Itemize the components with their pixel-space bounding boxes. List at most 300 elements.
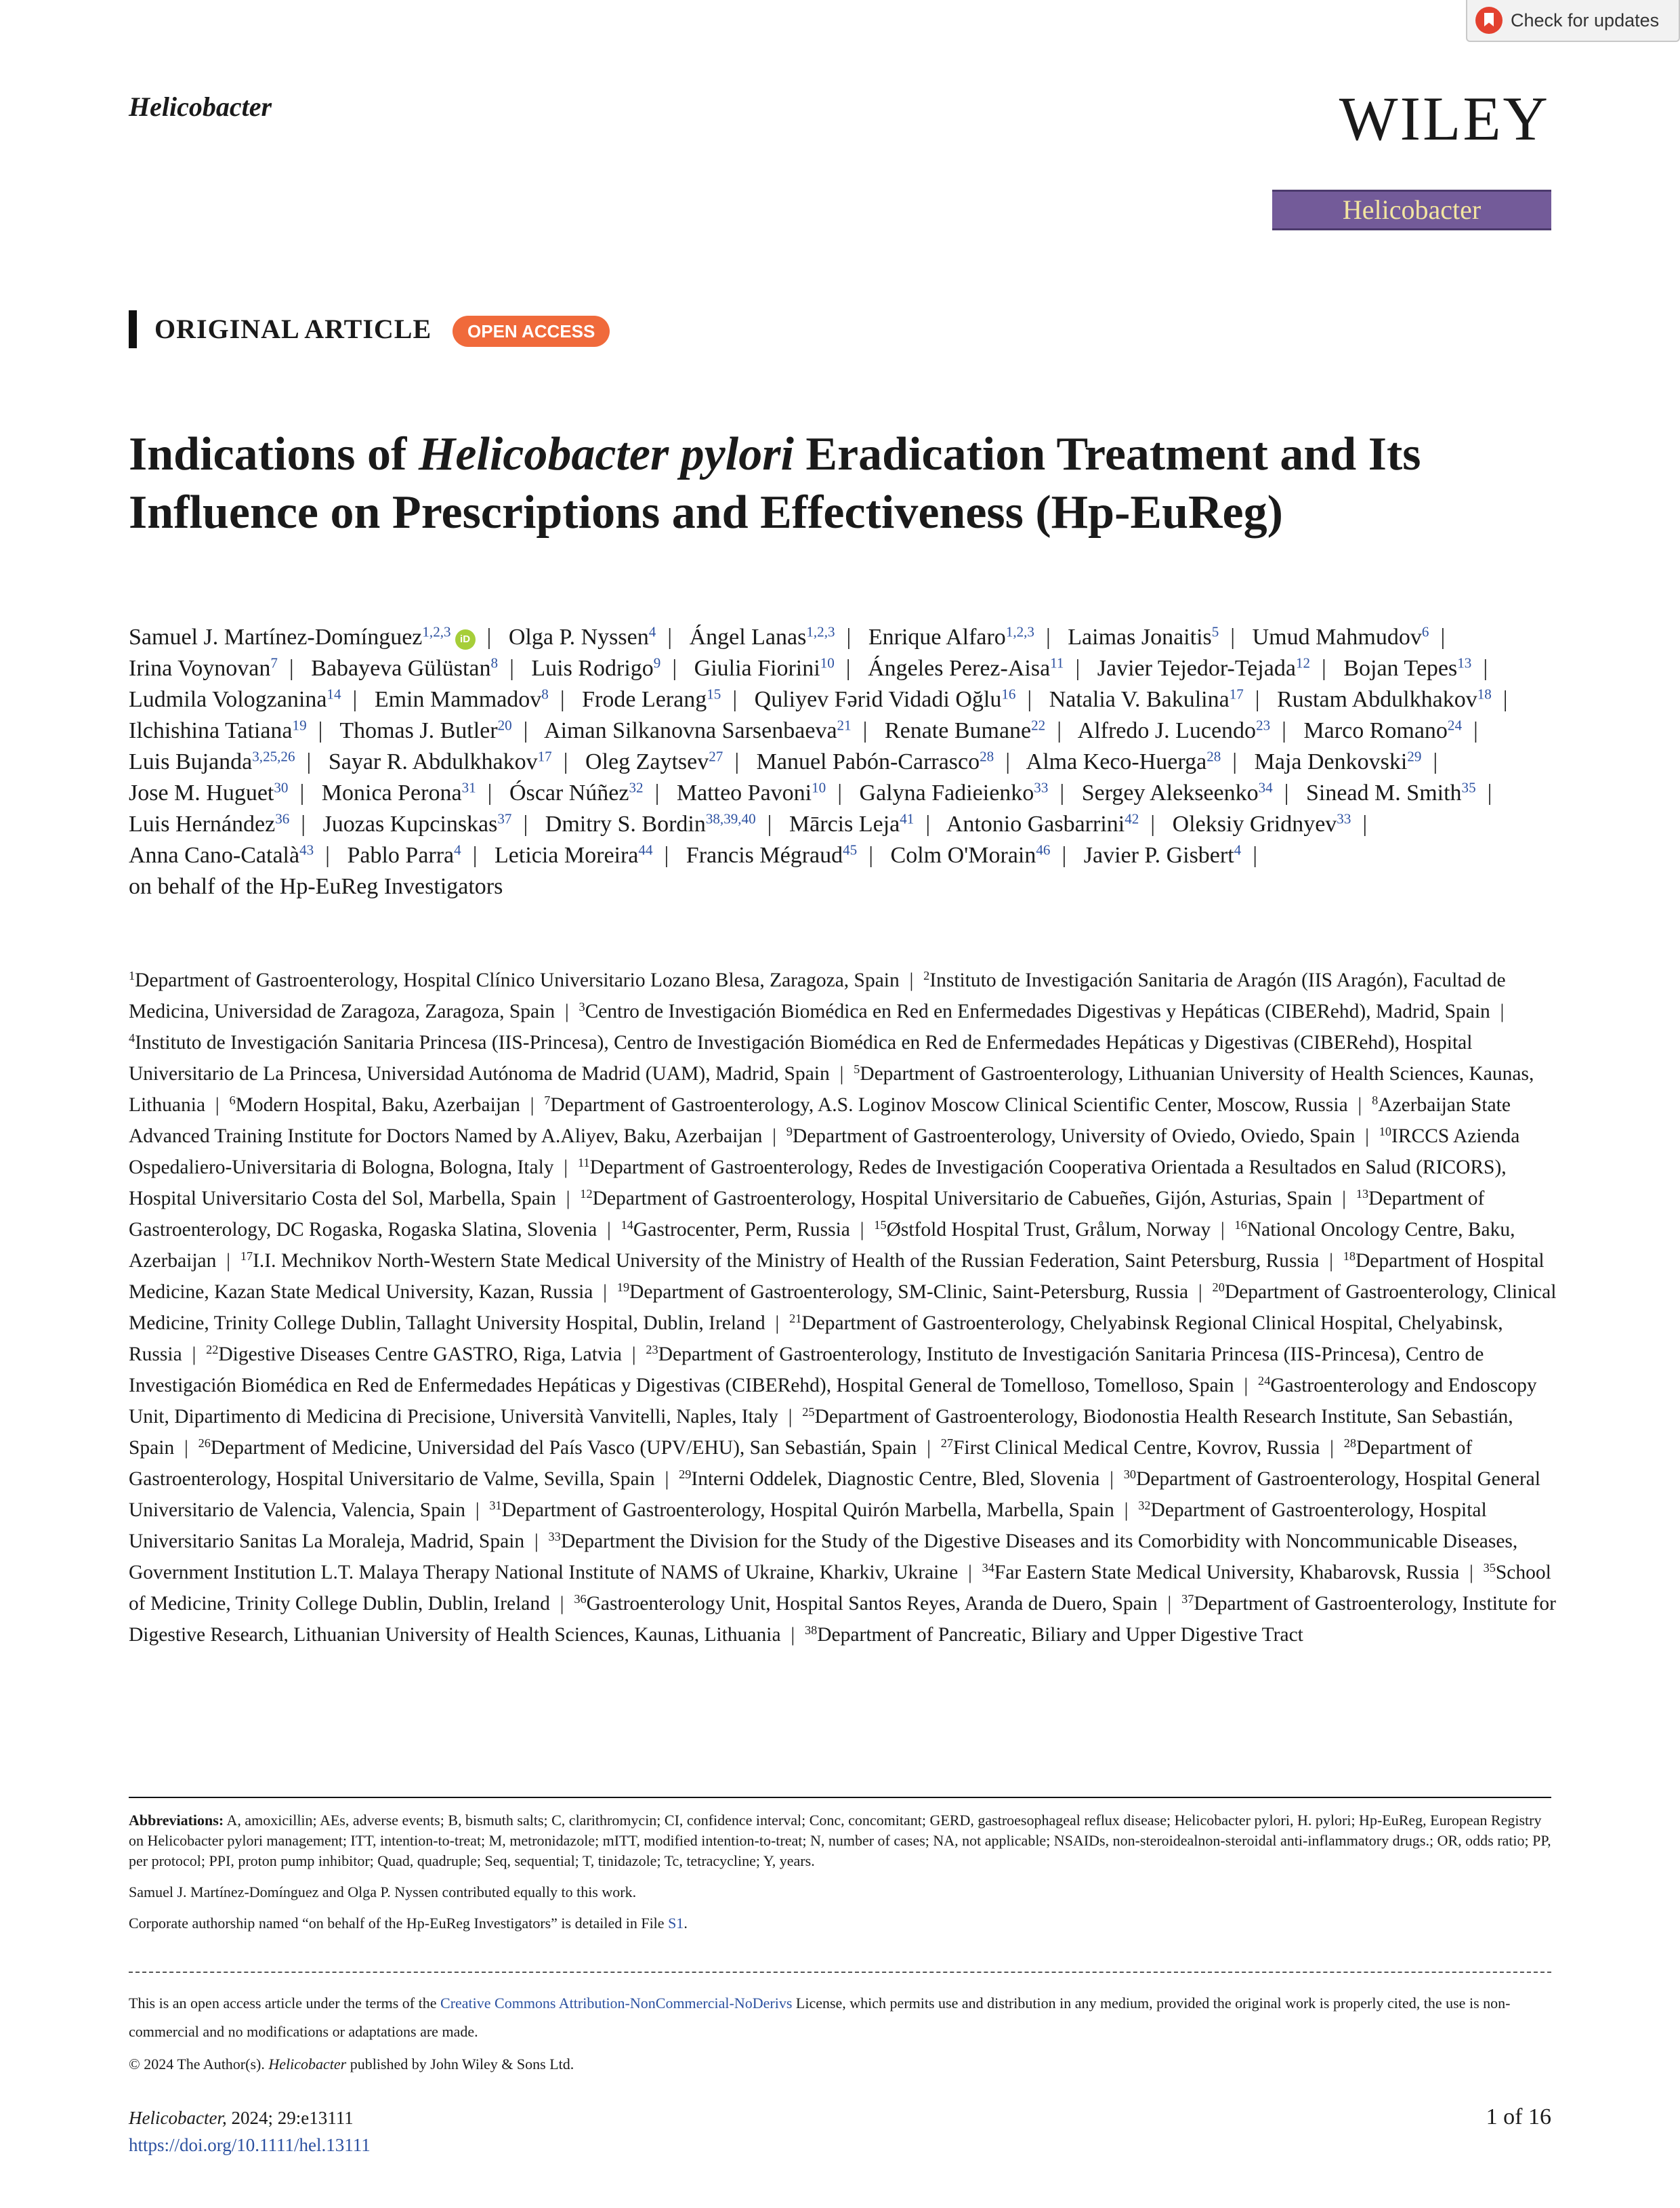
author-name[interactable] bbox=[129, 780, 288, 806]
author-affiliation-ref[interactable]: 7 bbox=[270, 654, 278, 671]
author-affiliation-ref[interactable]: 3,25,26 bbox=[252, 748, 295, 765]
author-separator: | bbox=[1351, 812, 1379, 837]
affiliation-number: 26 bbox=[198, 1436, 211, 1450]
author-affiliation-ref[interactable]: 10 bbox=[820, 654, 835, 671]
author-name-text: Ludmila Vologzanina bbox=[129, 687, 327, 712]
bookmark-icon bbox=[1475, 7, 1503, 34]
author-name-text: Giulia Fiorini bbox=[694, 656, 820, 681]
author-name[interactable] bbox=[129, 687, 341, 712]
author-name-text: Quliyev Fərid Vidadi Oğlu bbox=[754, 687, 1002, 712]
affiliation-text: Department of Gastroenterology, Clinical Medicine, Trinity College Dublin, Tallaght University Hospital, Dublin, Ireland bbox=[129, 1281, 1557, 1334]
author-affiliation-ref[interactable]: 43 bbox=[299, 841, 314, 858]
author-name[interactable] bbox=[694, 656, 835, 681]
author-name[interactable] bbox=[509, 625, 656, 650]
author-separator: | bbox=[1139, 812, 1167, 837]
author-affiliation-ref[interactable]: 1,2,3 bbox=[806, 623, 835, 640]
author-name[interactable] bbox=[1078, 718, 1271, 743]
citation-line bbox=[129, 2104, 371, 2131]
affiliation-separator: | bbox=[1320, 1437, 1344, 1459]
author-name-text: Umud Mahmudov bbox=[1252, 625, 1422, 650]
affiliation-text: Department of Gastroenterology, DC Rogaska, Rogaska Slatina, Slovenia bbox=[129, 1188, 1485, 1241]
affiliation-separator: | bbox=[205, 1094, 230, 1116]
license-text bbox=[129, 1989, 1551, 2046]
affiliation-separator: | bbox=[597, 1219, 621, 1241]
affiliation bbox=[580, 1188, 1332, 1209]
author-name-text: Alfredo J. Lucendo bbox=[1077, 718, 1257, 743]
author-separator: | bbox=[652, 843, 681, 868]
author-affiliation-ref[interactable]: 22 bbox=[1031, 717, 1046, 734]
affiliation-number: 25 bbox=[802, 1404, 815, 1419]
affiliation-number: 38 bbox=[804, 1623, 818, 1637]
affiliation-separator: | bbox=[829, 1063, 854, 1085]
affiliation-number: 8 bbox=[1372, 1093, 1379, 1107]
author-name-text: Olga P. Nyssen bbox=[508, 625, 649, 650]
author-affiliation-ref[interactable]: 32 bbox=[629, 779, 644, 796]
affiliation-text: First Clinical Medical Centre, Kovrov, Russia bbox=[953, 1437, 1320, 1459]
author-name-text: Matteo Pavoni bbox=[676, 780, 812, 806]
author-name-text: Óscar Núñez bbox=[509, 780, 629, 806]
check-for-updates-button[interactable] bbox=[1466, 0, 1680, 42]
affiliation-separator: | bbox=[1459, 1562, 1484, 1583]
affiliation bbox=[129, 970, 900, 991]
author-affiliation-ref[interactable]: 12 bbox=[1295, 654, 1311, 671]
author-affiliation-ref[interactable]: 34 bbox=[1258, 779, 1273, 796]
affiliation-separator: | bbox=[622, 1343, 646, 1365]
author-separator: | bbox=[826, 780, 854, 806]
author-affiliation-ref[interactable]: 27 bbox=[709, 748, 723, 765]
affiliation-separator: | bbox=[549, 1593, 574, 1615]
author-affiliation-ref[interactable]: 44 bbox=[638, 841, 653, 858]
author-name[interactable] bbox=[339, 718, 511, 743]
author-affiliation-ref[interactable]: 28 bbox=[1206, 748, 1221, 765]
affiliation-separator: | bbox=[917, 1437, 941, 1459]
affiliation-text: Department of Gastroenterology, Hospital Universitario de Valme, Sevilla, Spain bbox=[129, 1437, 1473, 1490]
author-name-text: Mārcis Leja bbox=[789, 812, 900, 837]
affiliation-number: 22 bbox=[206, 1342, 219, 1356]
author-affiliation-ref[interactable]: 21 bbox=[837, 717, 852, 734]
check-for-updates-label: Check for updates bbox=[1511, 9, 1660, 30]
author-name[interactable] bbox=[868, 625, 1034, 650]
affiliation-number: 27 bbox=[940, 1436, 953, 1450]
affiliation-text: Department of Gastroenterology, Hospital General Universitario de Valencia, Valencia, Spain bbox=[129, 1468, 1540, 1521]
author-separator: | bbox=[1219, 625, 1247, 650]
affiliation-text: Department of Gastroenterology, Chelyabinsk Regional Clinical Hospital, Chelyabinsk, Russia bbox=[129, 1312, 1503, 1365]
author-affiliation-ref[interactable]: 37 bbox=[497, 810, 512, 827]
author-name[interactable] bbox=[129, 656, 278, 681]
affiliation-text: Department of Gastroenterology, SM-Clinic, Saint-Petersburg, Russia bbox=[629, 1281, 1189, 1303]
affiliation-separator: | bbox=[555, 1188, 581, 1209]
author-name[interactable] bbox=[690, 625, 835, 650]
author-affiliation-ref[interactable]: 4 bbox=[1234, 841, 1242, 858]
author-affiliation-ref[interactable]: 30 bbox=[274, 779, 289, 796]
title-species: Helicobacter pylori bbox=[418, 428, 794, 480]
author-separator: | bbox=[1272, 780, 1301, 806]
author-name-text: Emin Mammadov bbox=[374, 687, 542, 712]
author-affiliation-ref[interactable]: 42 bbox=[1125, 810, 1139, 827]
affiliation-separator: | bbox=[465, 1499, 490, 1521]
author-affiliation-ref[interactable]: 8 bbox=[490, 654, 499, 671]
author-separator: | bbox=[314, 843, 341, 868]
title-part1: Indications of bbox=[129, 428, 419, 480]
affiliation-number: 32 bbox=[1138, 1498, 1151, 1512]
author-separator: | bbox=[660, 656, 689, 681]
affiliation-text: Department of Gastroenterology, Instituto de Investigación Sanitaria Princesa (IIS-Princesa), Centro de Investigación Biomédica en Red de Enfermedades Hepáticas y Digestivas (CIBERehd), Hospital General de Tomelloso, Tomelloso, Spain bbox=[129, 1343, 1484, 1396]
author-name[interactable] bbox=[860, 780, 1049, 806]
author-separator: | bbox=[1050, 843, 1078, 868]
affiliation-number: 6 bbox=[229, 1093, 236, 1107]
affiliation-number: 2 bbox=[923, 968, 930, 982]
affiliation bbox=[941, 1437, 1320, 1459]
author-name[interactable] bbox=[531, 656, 660, 681]
author-affiliation-ref[interactable]: 17 bbox=[537, 748, 552, 765]
affiliation bbox=[874, 1219, 1211, 1241]
author-affiliation-ref[interactable]: 6 bbox=[1421, 623, 1429, 640]
affiliation-separator: | bbox=[899, 970, 924, 991]
author-affiliation-ref[interactable]: 46 bbox=[1036, 841, 1051, 858]
affiliation-separator: | bbox=[1157, 1593, 1182, 1615]
author-separator: | bbox=[511, 718, 540, 743]
affiliation-text: Digestive Diseases Centre GASTRO, Riga, Latvia bbox=[218, 1343, 622, 1365]
affiliation bbox=[805, 1624, 1303, 1646]
author-separator: | bbox=[1491, 687, 1519, 712]
affiliation bbox=[206, 1343, 622, 1365]
author-affiliation-ref[interactable]: 18 bbox=[1477, 686, 1492, 703]
citation-journal: Helicobacter, bbox=[129, 2108, 227, 2128]
affiliation bbox=[617, 1281, 1188, 1303]
orcid-icon[interactable]: iD bbox=[455, 629, 476, 650]
author-name-text: Francis Mégraud bbox=[686, 843, 843, 868]
affiliation-number: 4 bbox=[129, 1030, 135, 1045]
creative-commons-link[interactable]: Creative Commons Attribution-NonCommercial-NoDerivs bbox=[440, 1995, 793, 2012]
affiliation-number: 24 bbox=[1258, 1373, 1271, 1388]
affiliation-text: Department of Gastroenterology, Biodonostia Health Research Institute, San Sebastián, Spain bbox=[129, 1406, 1513, 1459]
affiliation-text: Department of Gastroenterology, Hospital Universitario de Cabueñes, Gijón, Asturias, Spain bbox=[592, 1188, 1332, 1209]
author-name-text: Sergey Alekseenko bbox=[1081, 780, 1259, 806]
footer-citation bbox=[129, 2104, 371, 2159]
affiliation-number: 11 bbox=[577, 1155, 590, 1169]
affiliation-number: 16 bbox=[1234, 1217, 1247, 1232]
affiliation-number: 31 bbox=[489, 1498, 502, 1512]
affiliation-number: 14 bbox=[621, 1217, 633, 1232]
author-name[interactable] bbox=[129, 625, 476, 650]
affiliation-text: Department the Division for the Study of the Digestive Diseases and its Comorbidity with Noncommunicable Diseases, Government Institution L.T. Malaya Therapy National Institute of NAMS of Ukraine, Kharkiv, Ukraine bbox=[129, 1530, 1518, 1583]
author-affiliation-ref[interactable]: 31 bbox=[461, 779, 476, 796]
running-header-journal: Helicobacter bbox=[129, 91, 272, 122]
author-name[interactable] bbox=[129, 749, 295, 774]
title-part2: Eradication Treatment and Its Influence on Prescriptions and Effectiveness (Hp-EuReg) bbox=[129, 428, 1421, 539]
author-separator: | bbox=[857, 843, 885, 868]
copyright-prefix: © 2024 The Author(s). bbox=[129, 2056, 269, 2072]
author-name[interactable] bbox=[509, 780, 644, 806]
author-name-text: Marco Romano bbox=[1303, 718, 1448, 743]
affiliation-separator: | bbox=[216, 1250, 240, 1272]
author-name[interactable] bbox=[311, 656, 498, 681]
author-name[interactable] bbox=[585, 749, 723, 774]
article-title bbox=[129, 425, 1551, 542]
author-name[interactable] bbox=[582, 687, 721, 712]
affiliation-text: National Oncology Centre, Baku, Azerbaijan bbox=[129, 1219, 1515, 1272]
author-affiliation-ref[interactable]: 28 bbox=[980, 748, 994, 765]
affiliation-separator: | bbox=[553, 1157, 578, 1178]
author-name-text: Javier Tejedor-Tejada bbox=[1097, 656, 1296, 681]
author-affiliation-ref[interactable]: 33 bbox=[1337, 810, 1351, 827]
author-name[interactable] bbox=[1306, 780, 1476, 806]
author-separator: | bbox=[1461, 718, 1490, 743]
affiliation-separator: | bbox=[762, 1125, 786, 1147]
affiliation bbox=[982, 1562, 1460, 1583]
author-name[interactable] bbox=[545, 812, 756, 837]
affiliation-number: 17 bbox=[240, 1249, 253, 1263]
abbreviations-label: Abbreviations: bbox=[129, 1812, 224, 1829]
affiliation-text: Instituto de Investigación Sanitaria Princesa (IIS-Princesa), Centro de Investigación Biomédica en Red de Enfermedades Hepáticas y Digestivas (CIBERehd), Hospital Universitario de La Princesa, Universidad Autónoma de Madrid (UAM), Madrid, Spain bbox=[129, 1032, 1473, 1085]
author-affiliation-ref[interactable]: 23 bbox=[1256, 717, 1271, 734]
affiliation bbox=[229, 1094, 520, 1116]
author-name-text: Rustam Abdulkhakov bbox=[1277, 687, 1477, 712]
author-affiliation-ref[interactable]: 24 bbox=[1447, 717, 1462, 734]
author-name[interactable] bbox=[755, 687, 1016, 712]
author-separator: | bbox=[1048, 780, 1076, 806]
author-name[interactable] bbox=[1173, 812, 1351, 837]
copyright-suffix: published by John Wiley & Sons Ltd. bbox=[346, 2056, 574, 2072]
author-affiliation-ref[interactable]: 38,39,40 bbox=[705, 810, 756, 827]
affiliation-list bbox=[129, 965, 1558, 1650]
corporate-prefix: Corporate authorship named “on behalf of the Hp-EuReg Investigators” is detailed in File bbox=[129, 1915, 669, 1932]
affiliation-text: Department of Gastroenterology, Hospital Universitario Sanitas La Moraleja, Madrid, Spain bbox=[129, 1499, 1487, 1552]
author-affiliation-ref[interactable]: 1,2,3 bbox=[422, 623, 451, 640]
author-name-text: Aiman Silkanovna Sarsenbaeva bbox=[544, 718, 837, 743]
doi-link[interactable]: https://doi.org/10.1111/hel.13111 bbox=[129, 2135, 371, 2155]
author-name[interactable] bbox=[1049, 687, 1244, 712]
affiliation-text: Far Eastern State Medical University, Khabarovsk, Russia bbox=[994, 1562, 1460, 1583]
author-name-text: Javier P. Gisbert bbox=[1083, 843, 1234, 868]
affiliation-text: School of Medicine, Trinity College Dublin, Dublin, Ireland bbox=[129, 1562, 1551, 1615]
author-affiliation-ref[interactable]: 4 bbox=[648, 623, 656, 640]
author-name[interactable] bbox=[1082, 780, 1273, 806]
author-affiliation-ref[interactable]: 4 bbox=[454, 841, 461, 858]
author-name[interactable] bbox=[129, 874, 503, 899]
author-name-text: Colm O'Morain bbox=[890, 843, 1036, 868]
author-name[interactable] bbox=[1255, 749, 1422, 774]
author-affiliation-ref[interactable]: 10 bbox=[812, 779, 826, 796]
author-affiliation-ref[interactable]: 20 bbox=[497, 717, 512, 734]
affiliation-text: Department of Pancreatic, Biliary and Upper Digestive Tract bbox=[817, 1624, 1303, 1646]
author-affiliation-ref[interactable]: 35 bbox=[1461, 779, 1476, 796]
affiliation-separator: | bbox=[780, 1624, 805, 1646]
author-name[interactable] bbox=[1303, 718, 1462, 743]
affiliation-number: 23 bbox=[646, 1342, 658, 1356]
supplementary-file-link[interactable]: S1 bbox=[668, 1915, 684, 1932]
author-name[interactable] bbox=[1343, 656, 1471, 681]
author-name[interactable] bbox=[1026, 749, 1221, 774]
affiliation-text: Department of Gastroenterology, Redes de Investigación Cooperativa Orientada a Resultados en Salud (RICORS), Hospital Universitario Costa del Sol, Marbella, Spain bbox=[129, 1157, 1507, 1209]
affiliation-separator: | bbox=[1355, 1125, 1379, 1147]
author-name[interactable] bbox=[686, 843, 857, 868]
author-separator: | bbox=[1310, 656, 1338, 681]
author-separator: | bbox=[755, 812, 784, 837]
author-affiliation-ref[interactable]: 36 bbox=[275, 810, 290, 827]
footnotes bbox=[129, 1810, 1551, 1944]
author-name[interactable] bbox=[323, 812, 512, 837]
author-name[interactable] bbox=[677, 780, 826, 806]
affiliation-number: 9 bbox=[786, 1124, 793, 1138]
author-separator: | bbox=[1243, 687, 1272, 712]
author-name-text: Renate Bumane bbox=[884, 718, 1032, 743]
author-affiliation-ref[interactable]: 14 bbox=[327, 686, 341, 703]
author-separator: | bbox=[295, 749, 323, 774]
author-separator: | bbox=[1064, 656, 1092, 681]
author-name[interactable] bbox=[885, 718, 1045, 743]
author-name-text: Luis Hernández bbox=[129, 812, 276, 837]
affiliation-text: Department of Gastroenterology, A.S. Loginov Moscow Clinical Scientific Center, Moscow, Russia bbox=[550, 1094, 1348, 1116]
affiliation-text: Modern Hospital, Baku, Azerbaijan bbox=[235, 1094, 520, 1116]
author-name-text: Bojan Tepes bbox=[1343, 656, 1458, 681]
author-affiliation-ref[interactable]: 9 bbox=[653, 654, 661, 671]
license-notice bbox=[129, 1989, 1551, 2079]
author-name-text: Jose M. Huguet bbox=[129, 780, 274, 806]
abbreviations-note bbox=[129, 1810, 1551, 1871]
author-separator: | bbox=[1475, 780, 1504, 806]
author-name[interactable] bbox=[329, 749, 552, 774]
affiliation-separator: | bbox=[1347, 1094, 1372, 1116]
affiliation-separator: | bbox=[593, 1281, 617, 1303]
affiliation-number: 12 bbox=[580, 1186, 593, 1201]
author-affiliation-ref[interactable]: 8 bbox=[541, 686, 549, 703]
author-name[interactable] bbox=[1277, 687, 1492, 712]
affiliation-text: Department of Gastroenterology, Hospital Clínico Universitario Lozano Blesa, Zaragoza, Spain bbox=[135, 970, 900, 991]
corporate-suffix: . bbox=[684, 1915, 688, 1932]
author-name[interactable] bbox=[544, 718, 852, 743]
affiliation-separator: | bbox=[849, 1219, 875, 1241]
author-name-text: Ángel Lanas bbox=[689, 625, 807, 650]
affiliation-number: 30 bbox=[1123, 1467, 1137, 1481]
affiliation-number: 20 bbox=[1212, 1280, 1225, 1294]
author-name-text: Galyna Fadieienko bbox=[859, 780, 1034, 806]
author-name-text: Ángeles Perez-Aisa bbox=[868, 656, 1051, 681]
author-name-text: Dmitry S. Bordin bbox=[545, 812, 706, 837]
author-separator: | bbox=[511, 812, 540, 837]
affiliation-text: Gastrocenter, Perm, Russia bbox=[633, 1219, 850, 1241]
author-separator: | bbox=[835, 625, 863, 650]
author-affiliation-ref[interactable]: 1,2,3 bbox=[1005, 623, 1034, 640]
affiliation-separator: | bbox=[1188, 1281, 1213, 1303]
affiliation bbox=[544, 1094, 1347, 1116]
author-name[interactable] bbox=[322, 780, 476, 806]
author-separator: | bbox=[1221, 749, 1249, 774]
affiliation-separator: | bbox=[654, 1468, 679, 1490]
publisher-logo: WILEY bbox=[1339, 84, 1550, 153]
affiliation bbox=[574, 1593, 1157, 1615]
affiliation-number: 18 bbox=[1343, 1249, 1356, 1263]
affiliation-separator: | bbox=[1319, 1250, 1343, 1272]
affiliation-separator: | bbox=[1114, 1499, 1139, 1521]
affiliation-separator: | bbox=[958, 1562, 982, 1583]
author-affiliation-ref[interactable]: 13 bbox=[1457, 654, 1472, 671]
affiliation-separator: | bbox=[1490, 1001, 1509, 1022]
citation-volume: 2024; 29:e13111 bbox=[226, 2108, 354, 2128]
author-name-text: Thomas J. Butler bbox=[339, 718, 498, 743]
author-separator: | bbox=[341, 687, 369, 712]
author-name-text: Enrique Alfaro bbox=[868, 625, 1006, 650]
affiliation-text: Department of Gastroenterology, Hospital Quirón Marbella, Marbella, Spain bbox=[501, 1499, 1114, 1521]
author-name[interactable] bbox=[347, 843, 461, 868]
author-name[interactable] bbox=[1097, 656, 1310, 681]
author-separator: | bbox=[306, 718, 335, 743]
affiliation-separator: | bbox=[174, 1437, 198, 1459]
author-name[interactable] bbox=[129, 812, 289, 837]
author-name-text: Manuel Pabón-Carrasco bbox=[756, 749, 980, 774]
affiliation bbox=[621, 1219, 850, 1241]
affiliation-number: 21 bbox=[789, 1311, 802, 1325]
author-affiliation-ref[interactable]: 45 bbox=[843, 841, 858, 858]
abbreviations-text: A, amoxicillin; AEs, adverse events; B, bismuth salts; C, clarithromycin; CI, confidence interval; Conc, concomitant; GERD, gastroesophageal reflux disease; Helicobacter pylori, H. pylori; Hp-EuReg, European Registry on Helicobacter pylori management; ITT, intention-to-treat; M, metronidazole; mITT, modified intention-to-treat; N, number of cases; NA, not applicable; NSAIDs, non-steroidealnon-steroidal anti-inflammatory drugs.; OR, odds ratio; PP, per protocol; PPI, proton pump inhibitor; Quad, quadruple; Seq, sequential; T, tinidazole; Tc, tetracycline; Y, years. bbox=[129, 1812, 1551, 1869]
affiliation-separator: | bbox=[555, 1001, 579, 1022]
author-name[interactable] bbox=[495, 843, 652, 868]
affiliation-number: 35 bbox=[1483, 1560, 1496, 1575]
author-name[interactable] bbox=[891, 843, 1051, 868]
article-type: ORIGINAL ARTICLE bbox=[154, 314, 432, 344]
affiliation-number: 13 bbox=[1356, 1186, 1369, 1201]
open-access-badge: OPEN ACCESS bbox=[453, 316, 610, 347]
author-name[interactable] bbox=[789, 812, 914, 837]
author-name[interactable] bbox=[129, 718, 307, 743]
author-name[interactable] bbox=[1253, 625, 1429, 650]
affiliation-number: 7 bbox=[544, 1093, 551, 1107]
author-name-text: Oleksiy Gridnyev bbox=[1172, 812, 1337, 837]
author-name[interactable] bbox=[1068, 625, 1219, 650]
author-affiliation-ref[interactable]: 41 bbox=[900, 810, 915, 827]
author-separator: | bbox=[288, 780, 316, 806]
author-affiliation-ref[interactable]: 15 bbox=[707, 686, 721, 703]
author-separator: | bbox=[723, 749, 751, 774]
author-name-text: Antonio Gasbarrini bbox=[946, 812, 1125, 837]
author-separator: | bbox=[1241, 843, 1269, 868]
author-affiliation-ref[interactable]: 11 bbox=[1050, 654, 1064, 671]
affiliation-text: Østfold Hospital Trust, Grålum, Norway bbox=[886, 1219, 1211, 1241]
author-name[interactable] bbox=[1084, 843, 1241, 868]
author-name[interactable] bbox=[946, 812, 1139, 837]
author-separator: | bbox=[1034, 625, 1062, 650]
author-name[interactable] bbox=[757, 749, 994, 774]
author-separator: | bbox=[498, 656, 526, 681]
affiliation bbox=[579, 1001, 1490, 1022]
author-name[interactable] bbox=[375, 687, 549, 712]
affiliation-number: 33 bbox=[548, 1529, 561, 1543]
author-affiliation-ref[interactable]: 19 bbox=[292, 717, 307, 734]
affiliation-text: Department of Hospital Medicine, Kazan State Medical University, Kazan, Russia bbox=[129, 1250, 1545, 1303]
author-name[interactable] bbox=[868, 656, 1064, 681]
affiliation-number: 36 bbox=[574, 1591, 587, 1606]
author-name[interactable] bbox=[129, 843, 314, 868]
author-affiliation-ref[interactable]: 17 bbox=[1229, 686, 1244, 703]
author-affiliation-ref[interactable]: 5 bbox=[1211, 623, 1219, 640]
affiliation-text: Department of Medicine, Universidad del País Vasco (UPV/EHU), San Sebastián, Spain bbox=[210, 1437, 917, 1459]
license-suffix: License, which permits use and distribution in any medium, provided the original work is properly cited, the use is non-commercial and no modifications or adaptations are made. bbox=[129, 1995, 1511, 2040]
author-affiliation-ref[interactable]: 16 bbox=[1001, 686, 1016, 703]
affiliation-text: Azerbaijan State Advanced Training Institute for Doctors Named by A.Aliyev, Baku, Azerbaijan bbox=[129, 1094, 1511, 1147]
affiliation-number: 15 bbox=[874, 1217, 887, 1232]
author-affiliation-ref[interactable]: 29 bbox=[1407, 748, 1422, 765]
author-name-text: Monica Perona bbox=[321, 780, 462, 806]
author-affiliation-ref[interactable]: 33 bbox=[1034, 779, 1049, 796]
affiliation-number: 3 bbox=[579, 999, 585, 1014]
affiliation bbox=[786, 1125, 1356, 1147]
author-separator: | bbox=[851, 718, 879, 743]
affiliation bbox=[198, 1437, 917, 1459]
affiliation bbox=[679, 1468, 1099, 1490]
author-name-text: Natalia V. Bakulina bbox=[1049, 687, 1230, 712]
affiliation-separator: | bbox=[520, 1094, 545, 1116]
author-separator: | bbox=[1270, 718, 1298, 743]
